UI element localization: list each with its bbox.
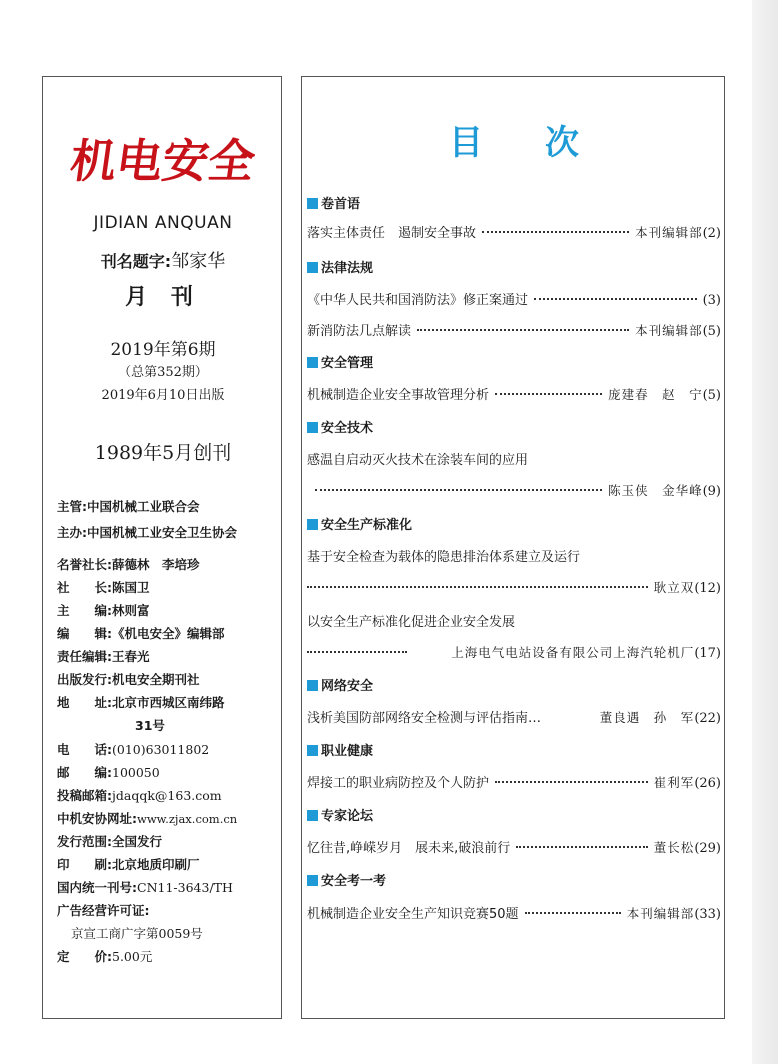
toc-entry[interactable]: 机械制造企业安全事故管理分析 庞建春 赵 宁 (5) bbox=[307, 387, 721, 403]
toc-entry[interactable]: 新消防法几点解读 本刊编辑部 (5) bbox=[307, 323, 721, 339]
section-square-icon bbox=[307, 422, 318, 433]
section-square-icon bbox=[307, 357, 318, 368]
info-line: 发行范围:全国发行 bbox=[57, 834, 163, 849]
page-edge-shadow bbox=[752, 0, 778, 1064]
toc-entry[interactable]: 上海电气电站设备有限公司上海汽轮机厂 (17) bbox=[307, 643, 721, 661]
info-line: 京宣工商广字第0059号 bbox=[71, 926, 203, 941]
section-square-icon bbox=[307, 745, 318, 756]
section-square-icon bbox=[307, 680, 318, 691]
toc-section: 专家论坛 bbox=[307, 805, 373, 824]
credit-name: 邹家华 bbox=[171, 251, 226, 272]
info-line: 印 刷:北京地质印刷厂 bbox=[57, 857, 200, 872]
info-line: 社 长:陈国卫 bbox=[57, 580, 150, 595]
section-square-icon bbox=[307, 519, 318, 530]
info-line: 编 辑:《机电安全》编辑部 bbox=[57, 626, 225, 641]
toc-section: 网络安全 bbox=[307, 675, 373, 694]
journal-logo: 机电安全 bbox=[66, 134, 259, 188]
info-line: 广告经营许可证: bbox=[57, 903, 150, 918]
toc-section: 安全考一考 bbox=[307, 870, 386, 889]
info-line: 地 址:北京市西城区南纬路 bbox=[57, 695, 225, 710]
section-square-icon bbox=[307, 810, 318, 821]
masthead-panel bbox=[42, 76, 282, 1019]
toc-entry-title[interactable]: 感温自启动灭火技术在涂装车间的应用 bbox=[307, 453, 529, 468]
info-line: 投稿邮箱:jdaqqk@163.com bbox=[57, 788, 222, 803]
toc-section: 安全管理 bbox=[307, 352, 373, 371]
toc-entry[interactable]: 耿立双 (12) bbox=[307, 578, 721, 596]
toc-title: 目 次 bbox=[449, 123, 579, 163]
section-square-icon bbox=[307, 198, 318, 209]
toc-entry[interactable]: 忆往昔,峥嵘岁月 展未来,破浪前行 董长松 (29) bbox=[307, 840, 721, 856]
title-calligraphy-credit bbox=[43, 247, 283, 273]
toc-entry[interactable]: 落实主体责任 遏制安全事故 本刊编辑部 (2) bbox=[307, 225, 721, 241]
info-line: 名誉社长:薛德林 李培珍 bbox=[57, 557, 200, 572]
journal-pinyin: JIDIAN ANQUAN bbox=[93, 213, 233, 233]
toc-entry-title[interactable]: 以安全生产标准化促进企业安全发展 bbox=[307, 615, 516, 630]
info-line: 责任编辑:王春光 bbox=[57, 649, 150, 664]
info-line: 主 编:林则富 bbox=[57, 603, 150, 618]
toc-entry[interactable]: 浅析美国防部网络安全检测与评估指南… 董良遇 孙 军 (22) bbox=[307, 710, 721, 726]
info-line: 主办:中国机械工业安全卫生协会 bbox=[57, 525, 238, 540]
issue-number: 2019年第6期 bbox=[110, 340, 216, 360]
info-line: 中机安协网址:www.zjax.com.cn bbox=[57, 811, 238, 826]
toc-section: 安全技术 bbox=[307, 417, 373, 436]
toc-section: 职业健康 bbox=[307, 740, 373, 759]
toc-entry[interactable]: 陈玉侠 金华峰 (9) bbox=[307, 481, 721, 499]
total-issue: （总第352期） bbox=[118, 365, 208, 380]
info-line: 主管:中国机械工业联合会 bbox=[57, 499, 200, 514]
info-line: 31号 bbox=[135, 718, 165, 733]
info-line: 出版发行:机电安全期刊社 bbox=[57, 672, 200, 687]
info-line: 电 话:(010)63011802 bbox=[57, 742, 210, 757]
info-line: 邮 编:100050 bbox=[57, 765, 160, 780]
info-line: 国内统一刊号:CN11-3643/TH bbox=[57, 880, 233, 895]
toc-entry[interactable]: 机械制造企业安全生产知识竞赛50题 本刊编辑部 (33) bbox=[307, 906, 721, 922]
toc-section: 安全生产标准化 bbox=[307, 514, 412, 533]
toc-entry[interactable]: 《中华人民共和国消防法》修正案通过 (3) bbox=[307, 293, 721, 308]
toc-entry[interactable]: 焊接工的职业病防控及个人防护 崔利军 (26) bbox=[307, 775, 721, 791]
toc-section: 卷首语 bbox=[307, 193, 360, 212]
toc-entry-title[interactable]: 基于安全检查为载体的隐患排治体系建立及运行 bbox=[307, 550, 581, 565]
section-square-icon bbox=[307, 875, 318, 886]
publication-date: 2019年6月10日出版 bbox=[101, 388, 225, 403]
frequency: 月 刊 bbox=[125, 285, 201, 310]
table-of-contents bbox=[301, 76, 725, 1019]
credit-label: 刊名题字: bbox=[100, 252, 172, 271]
info-line: 定 价:5.00元 bbox=[57, 949, 153, 964]
founded-date: 1989年5月创刊 bbox=[94, 442, 232, 464]
section-square-icon bbox=[307, 262, 318, 273]
toc-section: 法律法规 bbox=[307, 257, 373, 276]
